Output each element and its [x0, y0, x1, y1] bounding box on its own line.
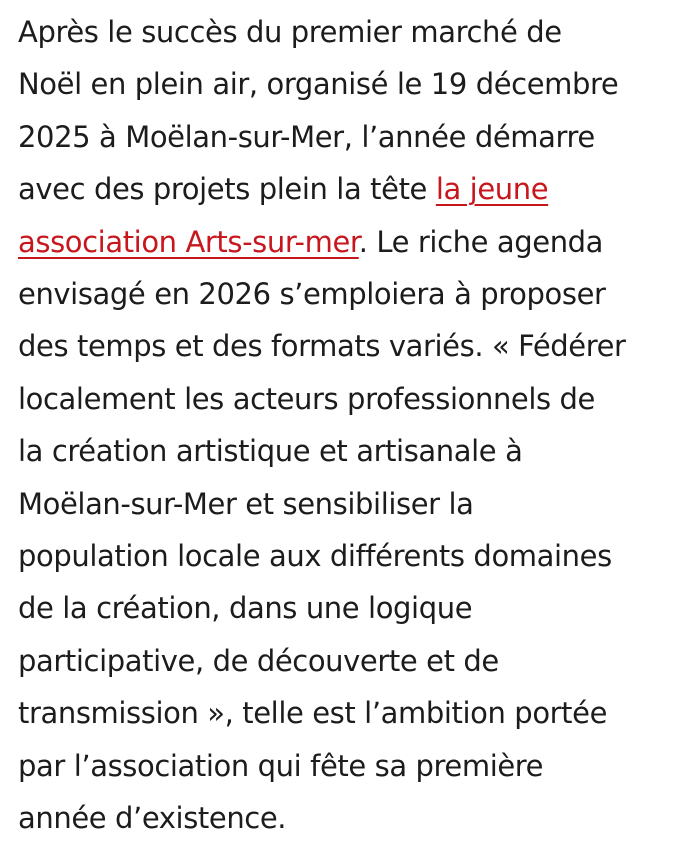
article-paragraph: [18, 6, 684, 845]
association-link[interactable]: la jeune association Arts-sur-mer: [18, 172, 549, 259]
paragraph-text-before-link: Après le succès du premier marché de Noël en plein air, organisé le 19 décembre 2025 à Moëlan-sur-Mer, l’année démarre avec des projets plein la tête: [18, 15, 619, 207]
paragraph-text-after-link: . Le riche agenda envisagé en 2026 s’emploiera à proposer des temps et des formats variés. « Fédérer localement les acteurs professionnels de la création artistique et artisanale à Moëlan-sur-Mer et sensibiliser la population locale aux différents domaines de la création, dans une logique participative, de découverte et de transmission », telle est l’ambition portée par l’association qui fête sa première année d’existence.: [18, 224, 626, 836]
